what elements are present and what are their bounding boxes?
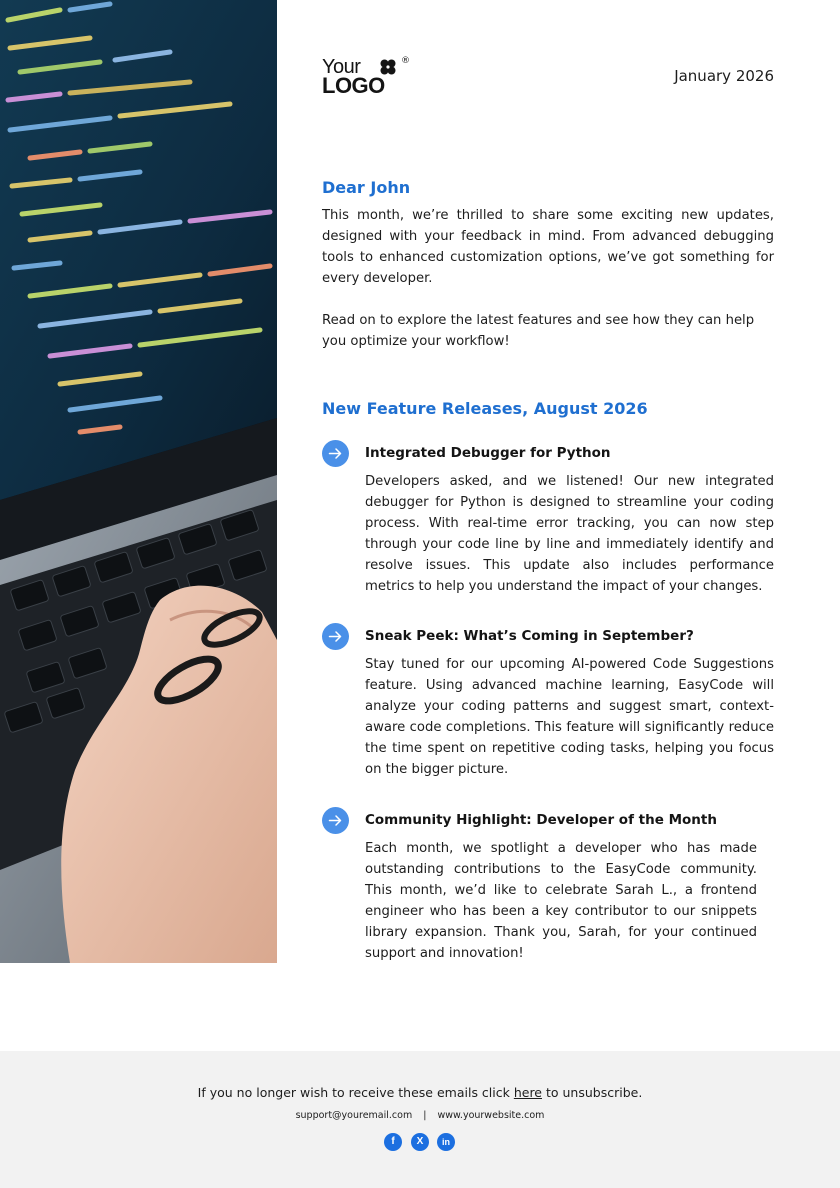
feature-body: Stay tuned for our upcoming AI-powered Code Suggestions feature. Using advanced machine learning, EasyCode will analyze your coding patterns and suggest smart, context-aware code completions. This feature will significantly reduce the time spent on repetitive coding tasks, helping you focus on the bigger picture. bbox=[365, 657, 774, 777]
facebook-icon[interactable]: f bbox=[384, 1133, 402, 1151]
linkedin-icon[interactable]: in bbox=[437, 1133, 455, 1151]
section-title: New Feature Releases, August 2026 bbox=[322, 399, 648, 418]
arrow-right-icon bbox=[322, 440, 349, 467]
logo-line-1: Your bbox=[322, 56, 361, 78]
company-logo bbox=[322, 56, 414, 96]
feature-title: Integrated Debugger for Python bbox=[365, 445, 611, 461]
unsubscribe-text bbox=[0, 1085, 840, 1100]
intro-paragraph-1: This month, we’re thrilled to share some exciting new updates, designed with your feedback in mind. From advanced debugging tools to enhanced customization options, we’ve got something for every developer. bbox=[322, 208, 774, 286]
unsubscribe-link[interactable]: here bbox=[513, 1085, 542, 1100]
feature-title: Sneak Peek: What’s Coming in September? bbox=[365, 628, 694, 644]
hero-photo bbox=[0, 0, 277, 963]
x-icon[interactable]: X bbox=[411, 1133, 429, 1151]
unsubscribe-suffix: to unsubscribe. bbox=[542, 1085, 643, 1100]
footer bbox=[0, 1051, 840, 1188]
unsubscribe-prefix: If you no longer wish to receive these emails click bbox=[197, 1085, 514, 1100]
laptop-code-illustration bbox=[0, 0, 277, 963]
feature-body: Developers asked, and we listened! Our new integrated debugger for Python is designed to streamline your coding process. With real-time error tracking, you can now step through your code line by line and immediately identify and resolve issues. This update also includes performance metrics to help you understand the impact of your changes. bbox=[365, 474, 774, 594]
arrow-right-icon bbox=[322, 623, 349, 650]
logo-line-2: LOGO bbox=[322, 73, 385, 98]
website-link[interactable]: www.yourwebsite.com bbox=[437, 1110, 545, 1121]
feature-title: Community Highlight: Developer of the Month bbox=[365, 812, 717, 828]
intro-paragraph-2: Read on to explore the latest features and see how they can help you optimize your workflow! bbox=[322, 313, 755, 349]
issue-date: January 2026 bbox=[674, 67, 774, 85]
feature-body: Each month, we spotlight a developer who has made outstanding contributions to the EasyCode community. This month, we’d like to celebrate Sarah L., a frontend engineer who has been a key contributor to our snippets library expansion. Thank you, Sarah, for your continued support and innovation! bbox=[365, 841, 757, 961]
contact-separator: | bbox=[423, 1110, 427, 1121]
arrow-right-icon bbox=[322, 807, 349, 834]
greeting: Dear John bbox=[322, 178, 411, 197]
registered-mark: ® bbox=[401, 56, 410, 66]
contact-line bbox=[0, 1110, 840, 1121]
support-email-link[interactable]: support@youremail.com bbox=[295, 1110, 413, 1121]
